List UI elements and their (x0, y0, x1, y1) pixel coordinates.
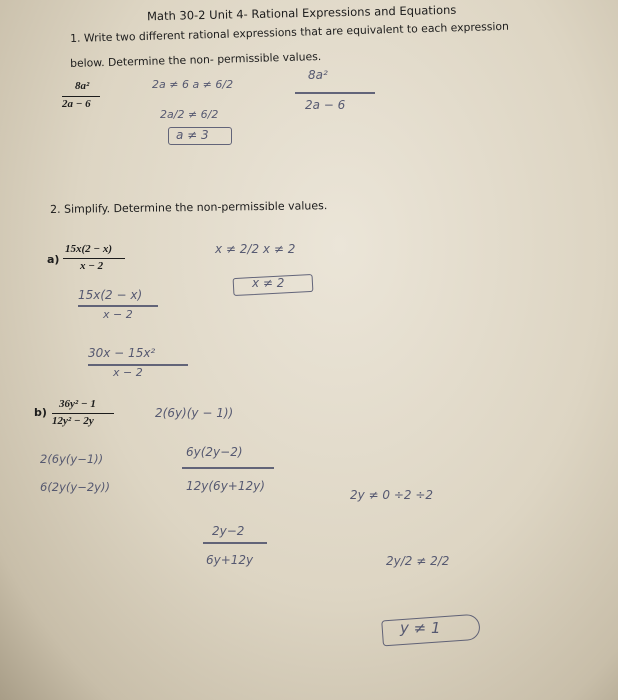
q2b-numerator: 36y² − 1 (59, 398, 96, 410)
q2a-handwriting-npv-work: x ≠ 2/2 x ≠ 2 (215, 242, 296, 256)
q2a-fraction-bar (63, 258, 125, 259)
q2b-handwriting-npv-answer: y ≠ 1 (400, 619, 441, 637)
q2a-handwriting-npv-answer: x ≠ 2 (252, 276, 285, 290)
q1-prompt-line2: below. Determine the non- permissible values. (70, 49, 322, 70)
q2b-fraction-bar (52, 413, 114, 414)
q2b-handwriting-left-numerator: 2(6y(y−1)) (40, 452, 104, 466)
q1-prompt-line1: 1. Write two different rational expressions that are equivalent to each expression (70, 19, 510, 45)
q2b-handwriting-npv-step: 2y/2 ≠ 2/2 (386, 554, 450, 568)
q2a-denominator: x − 2 (80, 260, 104, 272)
q1-expression-numerator: 8a² (75, 80, 90, 92)
q2a-handwriting-step1-bar (78, 305, 158, 307)
page-title: Math 30-2 Unit 4- Rational Expressions and Equations (146, 2, 457, 24)
q2b-label: b) (34, 406, 47, 419)
q1-handwriting-answer: a ≠ 3 (176, 128, 209, 142)
q2-prompt: 2. Simplify. Determine the non-permissible values. (50, 199, 328, 216)
q2b-handwriting-low-numerator: 2y−2 (212, 524, 245, 538)
q2a-handwriting-step2-numerator: 30x − 15x² (88, 346, 156, 360)
q2b-handwriting-mid-numerator: 6y(2y−2) (186, 445, 243, 459)
q2b-handwriting-npv-work: 2y ≠ 0 ÷2 ÷2 (350, 488, 434, 502)
q2b-handwriting-left-denominator: 6(2y(y−2y)) (40, 480, 110, 494)
q2b-handwriting-low-denominator: 6y+12y (206, 553, 254, 567)
q1-fraction-bar (62, 96, 100, 97)
q2a-handwriting-step1-denominator: x − 2 (103, 308, 133, 321)
q2b-handwriting-factor-top: 2(6y)(y − 1)) (155, 406, 234, 420)
q1-handwriting-top: 2a ≠ 6 a ≠ 6/2 (152, 78, 234, 91)
q1-expression-denominator: 2a − 6 (62, 98, 91, 110)
q1-handwriting-equiv-numerator: 8a² (308, 68, 328, 82)
q2b-handwriting-mid-denominator: 12y(6y+12y) (186, 479, 265, 493)
q2a-label: a) (47, 253, 60, 266)
q2a-handwriting-step1-numerator: 15x(2 − x) (78, 288, 143, 302)
q2a-handwriting-step2-denominator: x − 2 (113, 366, 143, 379)
q1-handwriting-equiv-denominator: 2a − 6 (305, 98, 346, 112)
q2a-numerator: 15x(2 − x) (65, 243, 112, 255)
q2b-denominator: 12y² − 2y (52, 415, 94, 427)
q2b-handwriting-low-bar (203, 542, 267, 544)
q1-handwriting-step: 2a/2 ≠ 6/2 (160, 108, 219, 121)
q1-handwriting-fraction-bar (295, 92, 375, 94)
q2b-handwriting-mid-bar (182, 467, 274, 469)
